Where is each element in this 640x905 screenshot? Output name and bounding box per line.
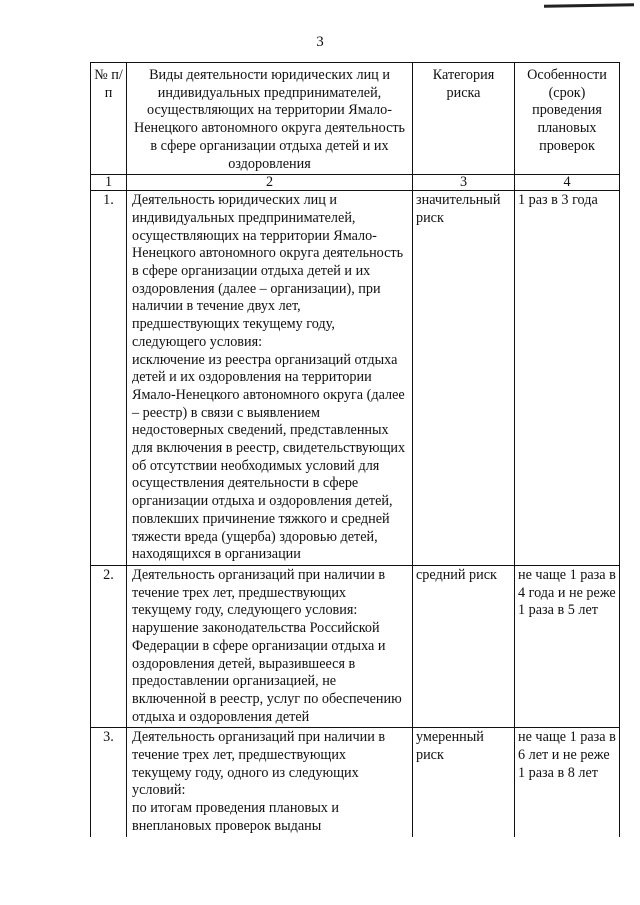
row-number: 2. [91, 565, 127, 727]
scan-edge-mark [544, 3, 634, 8]
inspection-frequency: 1 раз в 3 года [515, 191, 620, 566]
inspection-frequency: не чаще 1 раза в 4 года и не реже 1 раза в 5 лет [515, 565, 620, 727]
column-number: 2 [127, 175, 413, 191]
header-num: № п/п [91, 63, 127, 175]
risk-category: умеренный риск [413, 728, 515, 837]
header-frequency: Особенности (срок) проведения плановых проверок [515, 63, 620, 175]
activity-cell [127, 728, 413, 837]
activity-paragraph: Деятельность юридических лиц и индивидуальных предпринимателей, осуществляющих на территории Ямало-Ненецкого автономного округа деятельность в сфере организации отдыха детей и их оздоровления (далее – организации), при наличии в течение двух лет, предшествующих текущему году, следующего условия: [132, 192, 404, 350]
column-number: 4 [515, 175, 620, 191]
row-number: 3. [91, 728, 127, 837]
header-row [91, 63, 620, 175]
table-row [91, 565, 620, 727]
column-number: 1 [91, 175, 127, 191]
activity-paragraph: Деятельность организаций при наличии в течение трех лет, предшествующих текущему году, одного из следующих условий: [132, 729, 386, 799]
risk-category: средний риск [413, 565, 515, 727]
column-number-row [91, 175, 620, 191]
header-activity: Виды деятельности юридических лиц и индивидуальных предпринимателей, осуществляющих на территории Ямало-Ненецкого автономного округа деятельность в сфере организации отдыха детей и их оздоровления [127, 63, 413, 175]
row-number: 1. [91, 191, 127, 566]
activity-cell [127, 565, 413, 727]
header-category: Категория риска [413, 63, 515, 175]
activity-paragraph: исключение из реестра организаций отдыха детей и их оздоровления на территории Ямало-Ненецкого автономного округа (далее – реестр) в связи с выявлением недостоверных сведений, представленных для включения в реестр, свидетельствующих об отсутствии необходимых условий для осуществления деятельности в сфере организации отдыха и оздоровления детей, повлекших причинение тяжкого и средней тяжести вреда (ущерба) здоровью детей, находящихся в организации [132, 351, 406, 563]
activity-paragraph: Деятельность организаций при наличии в течение трех лет, предшествующих текущему году, следующего условия: [132, 566, 386, 619]
activity-cell [127, 191, 413, 566]
table-row [91, 191, 620, 566]
table-row [91, 728, 620, 837]
activity-paragraph: нарушение законодательства Российской Федерации в сфере организации отдыха и оздоровления детей, выразившееся в предоставлении организацией, не включенной в реестр, услуг по обеспечению отдыха и оздоровления детей [132, 620, 402, 725]
risk-category-table [90, 62, 620, 837]
column-number: 3 [413, 175, 515, 191]
risk-category: значительный риск [413, 191, 515, 566]
activity-paragraph: по итогам проведения плановых и внеплановых проверок выданы [132, 800, 339, 834]
page-number: 3 [316, 34, 324, 50]
inspection-frequency: не чаще 1 раза в 6 лет и не реже 1 раза в 8 лет [515, 728, 620, 837]
